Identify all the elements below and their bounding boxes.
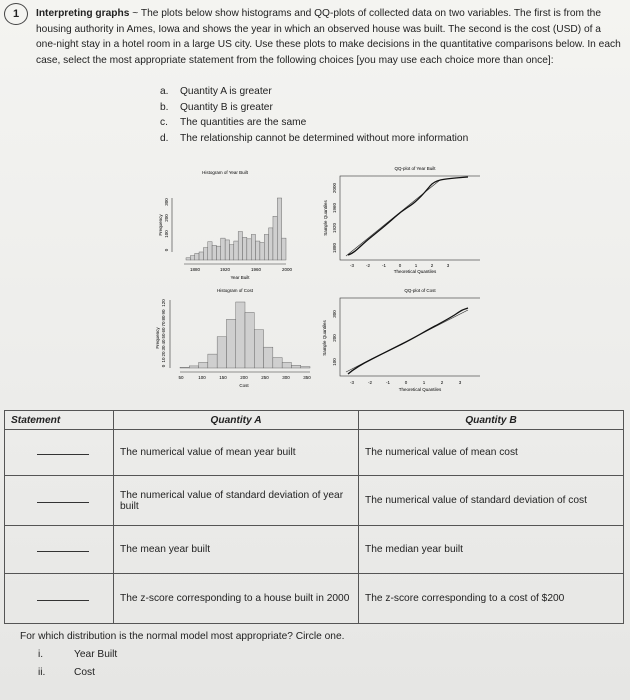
choice-d: d. The relationship cannot be determined without more information xyxy=(160,132,469,144)
qq-year-ylabel: Sample Quantiles xyxy=(323,200,328,236)
qq-year-xtick: -2 xyxy=(365,263,371,268)
qq-year-xlabel: Theoretical Quantiles xyxy=(393,269,437,274)
header-quantity-a: Quantity A xyxy=(114,411,359,430)
histogram-bar xyxy=(208,354,217,368)
quantity-a-cell: The z-score corresponding to a house built in 2000 xyxy=(114,574,359,624)
qq-cost-yticks xyxy=(332,310,337,366)
qq-cost-xtick: 3 xyxy=(458,380,462,385)
qq-year-yticks xyxy=(332,182,337,253)
table-row xyxy=(5,430,624,476)
histogram-bar xyxy=(238,232,242,260)
followup-prompt: For which distribution is the normal model most appropriate? Circle one. xyxy=(20,631,345,642)
histogram-bar xyxy=(195,253,199,260)
qq-year-xticks xyxy=(350,263,450,268)
option-cost[interactable]: ii. Cost xyxy=(38,667,95,678)
qq-cost-points xyxy=(348,308,468,374)
qq-year-xtick: 3 xyxy=(446,263,450,268)
table-header xyxy=(5,411,624,430)
qq-year-ytick: 1880 xyxy=(332,242,337,254)
hist-year-ytick: 0 xyxy=(164,248,169,252)
hist-cost-ytick: 10 xyxy=(161,357,166,363)
hist-cost-title: Histogram of Cost xyxy=(216,288,254,293)
histogram-bar xyxy=(260,242,264,260)
hist-cost-xtick: 350 xyxy=(303,375,311,380)
qq-cost-ytick: 200 xyxy=(332,334,337,342)
hist-cost-ytick: 30 xyxy=(161,345,166,351)
choice-b: b. Quantity B is greater xyxy=(160,101,273,113)
histogram-bar xyxy=(291,365,300,368)
histogram-bar xyxy=(203,248,207,260)
header-statement: Statement xyxy=(5,411,114,430)
hist-cost-xtick: 200 xyxy=(240,375,248,380)
histogram-bar xyxy=(277,198,281,260)
hist-year-ylabel: Frequency xyxy=(158,214,163,236)
question-number: 1 xyxy=(4,3,28,25)
hist-cost-xtick: 100 xyxy=(198,375,206,380)
qq-year-ytick: 1920 xyxy=(332,222,337,234)
qq-year-ytick: 2000 xyxy=(332,182,337,194)
histogram-bar xyxy=(217,337,226,368)
hist-cost-ylabel: Frequency xyxy=(155,327,160,349)
hist-cost-bars xyxy=(180,302,310,368)
qq-cost-xtick: -2 xyxy=(367,380,373,385)
answer-blank[interactable] xyxy=(37,599,89,601)
histogram-bar xyxy=(254,330,263,368)
hist-year-xlabel: Year Built xyxy=(230,275,250,280)
hist-cost-xtick: 300 xyxy=(282,375,290,380)
histogram-bar xyxy=(189,366,198,368)
histogram-bar xyxy=(264,347,273,368)
histogram-bar xyxy=(282,362,291,368)
histogram-bar xyxy=(229,245,233,260)
hist-year-xtick: 2000 xyxy=(281,267,293,272)
histogram-bar xyxy=(190,256,194,260)
histogram-bar xyxy=(264,234,268,260)
histogram-bar xyxy=(208,242,212,260)
hist-cost-xtick: 250 xyxy=(261,375,269,380)
qq-cost-xtick: 1 xyxy=(422,380,426,385)
hist-year-title: Histogram of Year Built xyxy=(202,170,248,175)
histogram-bar xyxy=(186,258,190,260)
comparison-table xyxy=(4,410,624,624)
qq-year-ytick: 1960 xyxy=(332,202,337,214)
histogram-bar xyxy=(216,246,220,260)
histogram-bar xyxy=(282,238,286,260)
qq-year-xtick: 1 xyxy=(414,263,418,268)
qq-year-xtick: -1 xyxy=(381,263,387,268)
quantity-b-cell: The median year built xyxy=(359,526,624,574)
histogram-bar xyxy=(245,312,254,368)
qq-cost-ytick: 300 xyxy=(332,310,337,318)
histogram-bar xyxy=(236,302,245,368)
quantity-b-cell: The numerical value of standard deviation of cost xyxy=(359,476,624,526)
hist-year-bars xyxy=(186,198,286,260)
choice-a: a. Quantity A is greater xyxy=(160,86,272,97)
qq-cost-ytick: 100 xyxy=(332,358,337,366)
qq-cost xyxy=(322,288,480,392)
question-title: Interpreting graphs xyxy=(36,8,130,19)
quantity-a-cell: The mean year built xyxy=(114,526,359,574)
hist-cost-ytick: 60 xyxy=(161,327,166,333)
qq-cost-title: QQ-plot of Cost xyxy=(404,288,436,293)
histogram-bar xyxy=(251,234,255,260)
hist-cost-ytick: 20 xyxy=(161,351,166,357)
hist-cost-ytick: 40 xyxy=(161,339,166,345)
answer-blank-cell[interactable] xyxy=(5,476,114,526)
option-year-built[interactable]: i. Year Built xyxy=(38,649,118,660)
histogram-bar xyxy=(273,216,277,260)
qq-cost-xtick: -3 xyxy=(349,380,355,385)
histogram-bar xyxy=(234,241,238,260)
hist-cost-ytick: 80 xyxy=(161,315,166,321)
histogram-bar xyxy=(247,239,251,260)
qq-year-points xyxy=(348,177,468,255)
hist-year-ytick: 200 xyxy=(164,214,169,222)
qq-cost-xtick: 0 xyxy=(404,380,408,385)
figures-svg xyxy=(150,160,480,400)
histogram-bar xyxy=(256,241,260,260)
followup-question xyxy=(20,628,344,682)
choice-c: c. The quantities are the same xyxy=(160,117,307,129)
qq-cost-xtick: -1 xyxy=(385,380,391,385)
answer-blank-cell[interactable] xyxy=(5,574,114,624)
hist-year-yticks xyxy=(164,198,169,252)
histogram-bar xyxy=(273,358,282,368)
qq-cost-xtick: 2 xyxy=(440,380,444,385)
hist-year-xtick: 1880 xyxy=(189,267,201,272)
hist-cost-ytick: 50 xyxy=(161,333,166,339)
question-intro xyxy=(36,6,624,68)
hist-cost-ytick: 0 xyxy=(161,364,166,368)
header-quantity-b: Quantity B xyxy=(359,411,624,430)
quantity-a-cell: The numerical value of standard deviation of year built xyxy=(114,476,359,526)
hist-year-xtick: 1920 xyxy=(219,267,231,272)
quantity-a-cell: The numerical value of mean year built xyxy=(114,430,359,476)
hist-cost-ytick: 70 xyxy=(161,321,166,327)
qq-year-built xyxy=(323,166,480,274)
qq-cost-ylabel: Sample Quantiles xyxy=(322,320,327,356)
qq-year-xtick: -3 xyxy=(349,263,355,268)
hist-cost-xticks xyxy=(178,375,311,380)
table-row xyxy=(5,574,624,624)
hist-cost-xlabel: Cost xyxy=(239,383,249,388)
histogram-bar xyxy=(212,245,216,260)
hist-year-ytick: 100 xyxy=(164,230,169,238)
qq-cost-xticks xyxy=(350,380,462,385)
hist-cost-xtick: 150 xyxy=(219,375,227,380)
answer-blank-cell[interactable] xyxy=(5,430,114,476)
hist-cost xyxy=(155,288,311,388)
qq-year-xtick: 0 xyxy=(398,263,402,268)
quantity-b-cell: The z-score corresponding to a cost of $200 xyxy=(359,574,624,624)
qq-cost-xlabel: Theoretical Quantiles xyxy=(398,387,442,392)
hist-year-ytick: 300 xyxy=(164,198,169,206)
table-row xyxy=(5,526,624,574)
quantity-b-cell: The numerical value of mean cost xyxy=(359,430,624,476)
table-row xyxy=(5,476,624,526)
answer-blank[interactable] xyxy=(37,453,89,455)
qq-year-xtick: 2 xyxy=(430,263,434,268)
histogram-bar xyxy=(180,367,189,368)
histogram-bar xyxy=(199,362,208,368)
histogram-bar xyxy=(221,238,225,260)
hist-cost-ytick: 120 xyxy=(161,299,166,307)
hist-cost-yticks xyxy=(161,299,166,368)
histogram-bar xyxy=(225,240,229,260)
answer-blank-cell[interactable] xyxy=(5,526,114,574)
histogram-bar xyxy=(243,237,247,260)
hist-cost-ytick: 90 xyxy=(161,309,166,315)
histogram-bar xyxy=(301,367,310,368)
question-text: ~ The plots below show histograms and QQ-plots of collected data on two variables. The first is from the housing authority in Ames, Iowa and shows the year in which an observed house was built. The second is the cost (USD) of a one-night stay in a hotel room in a large US city. Use these plots to make decisions in the quantitative comparisons below. In each case, select the most appropriate statement from the following choices [you may use each choice more than once]: xyxy=(36,8,621,66)
histogram-bar xyxy=(199,252,203,260)
hist-cost-xtick: 50 xyxy=(178,375,184,380)
answer-blank[interactable] xyxy=(37,550,89,552)
hist-year-xticks xyxy=(190,267,293,272)
hist-year-xtick: 1960 xyxy=(250,267,262,272)
hist-year-built xyxy=(158,170,293,280)
qq-year-title: QQ-plot of Year Built xyxy=(394,166,436,171)
answer-blank[interactable] xyxy=(37,501,89,503)
qq-year-frame xyxy=(340,176,480,260)
histogram-bar xyxy=(269,228,273,260)
histogram-bar xyxy=(226,319,235,368)
figures-area xyxy=(150,160,480,400)
answer-choices xyxy=(160,84,468,146)
